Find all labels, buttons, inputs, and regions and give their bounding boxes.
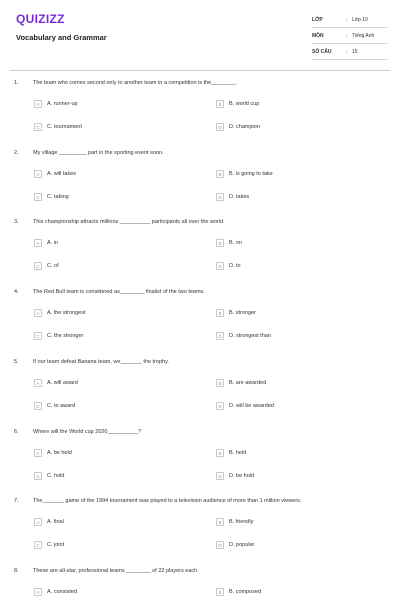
option-text: B. are awarded [229, 380, 267, 386]
option-a[interactable] [34, 100, 78, 108]
option-text: D. champion [229, 124, 260, 130]
option-letter-box: A [34, 100, 42, 108]
option-b[interactable] [216, 309, 256, 317]
option-text: B. friendly [229, 519, 254, 525]
option-letter-box: B [216, 588, 224, 596]
info-label: LỚP [312, 16, 323, 23]
option-text: A. in [47, 240, 59, 246]
option-text: B. composed [229, 589, 262, 595]
option-b[interactable] [216, 449, 246, 457]
question-number: 7. [14, 498, 19, 504]
option-text: C. tournament [47, 124, 82, 130]
option-a[interactable] [34, 170, 76, 178]
option-d[interactable] [216, 262, 241, 270]
info-label: MÔN [312, 32, 324, 39]
option-a[interactable] [34, 449, 72, 457]
option-letter-box: C [34, 262, 42, 270]
option-text: B. world cup [229, 101, 260, 107]
option-letter-box: C [34, 193, 42, 201]
question-text: If our team defeat Banana team, we_______ the trophy. [33, 359, 169, 365]
option-letter-box: A [34, 379, 42, 387]
question-number: 3. [14, 219, 19, 225]
header-divider [10, 70, 390, 71]
option-b[interactable] [216, 588, 261, 596]
option-b[interactable] [216, 379, 266, 387]
option-letter-box: D [216, 123, 224, 131]
worksheet-title: Vocabulary and Grammar [16, 33, 107, 42]
option-b[interactable] [216, 170, 273, 178]
option-letter-box: A [34, 518, 42, 526]
option-letter-box: C [34, 541, 42, 549]
question-number: 6. [14, 429, 19, 435]
info-colon: : [346, 16, 348, 23]
question-number: 5. [14, 359, 19, 365]
option-letter-box: D [216, 472, 224, 480]
option-letter-box: C [34, 402, 42, 410]
option-a[interactable] [34, 379, 78, 387]
question-number: 8. [14, 568, 19, 574]
option-text: D. to [229, 263, 241, 269]
option-letter-box: A [34, 309, 42, 317]
option-text: A. be held [47, 450, 72, 456]
info-row-class [312, 12, 388, 28]
option-letter-box: D [216, 262, 224, 270]
option-text: A. final [47, 519, 64, 525]
question-text: My village _________ part in the sporting event soon. [33, 150, 164, 156]
info-value: Lớp 10 [352, 16, 368, 23]
option-letter-box: B [216, 239, 224, 247]
option-text: D. will be awarded [229, 403, 274, 409]
option-d[interactable] [216, 332, 271, 340]
option-letter-box: B [216, 309, 224, 317]
option-d[interactable] [216, 541, 254, 549]
question-text: The team who comes second only to another team in a competition is the________. [33, 80, 238, 86]
option-text: C. taking [47, 194, 69, 200]
option-letter-box: B [216, 518, 224, 526]
option-a[interactable] [34, 239, 58, 247]
option-letter-box: B [216, 449, 224, 457]
option-letter-box: C [34, 472, 42, 480]
option-text: D. takes [229, 194, 250, 200]
option-a[interactable] [34, 518, 64, 526]
option-c[interactable] [34, 193, 69, 201]
option-letter-box: A [34, 588, 42, 596]
info-value: 15 [352, 48, 358, 55]
option-b[interactable] [216, 100, 259, 108]
option-text: C. of [47, 263, 59, 269]
question-number: 2. [14, 150, 19, 156]
option-a[interactable] [34, 588, 77, 596]
option-d[interactable] [216, 123, 260, 131]
option-text: A. runner-up [47, 101, 78, 107]
option-text: D. strongest than [229, 333, 271, 339]
option-letter-box: D [216, 332, 224, 340]
option-letter-box: D [216, 541, 224, 549]
option-text: B. held [229, 450, 247, 456]
option-letter-box: A [34, 170, 42, 178]
option-c[interactable] [34, 123, 82, 131]
info-row-subject [312, 28, 388, 44]
option-c[interactable] [34, 262, 59, 270]
option-text: A. will takes [47, 171, 77, 177]
option-d[interactable] [216, 402, 274, 410]
question-text: The_______ game of the 1994 tournament was played to a television audience of more than 1 million viewers. [33, 498, 302, 504]
option-b[interactable] [216, 518, 253, 526]
option-text: B. is going to take [229, 171, 273, 177]
option-letter-box: B [216, 100, 224, 108]
option-letter-box: B [216, 379, 224, 387]
option-letter-box: C [34, 123, 42, 131]
question-number: 1. [14, 80, 19, 86]
option-text: D. popular [229, 542, 255, 548]
info-row-count [312, 44, 388, 60]
option-c[interactable] [34, 332, 83, 340]
option-text: C. to award [47, 403, 76, 409]
info-value: Tiếng Anh [352, 32, 375, 39]
option-text: C. the stronger [47, 333, 84, 339]
question-text: These are all-star, professional teams ________ of 22 players each. [33, 568, 199, 574]
info-colon: : [346, 32, 348, 39]
option-c[interactable] [34, 472, 64, 480]
option-b[interactable] [216, 239, 242, 247]
option-text: D. be hold [229, 473, 255, 479]
info-label: SỐ CÂU [312, 48, 332, 55]
info-table [312, 12, 388, 60]
option-text: B. on [229, 240, 242, 246]
question-text: The Red Bull team is considered as________ finalist of the two teams. [33, 289, 205, 295]
info-colon: : [346, 48, 348, 55]
option-letter-box: C [34, 332, 42, 340]
option-c[interactable] [34, 402, 75, 410]
question-number: 4. [14, 289, 19, 295]
option-text: B. stronger [229, 310, 256, 316]
option-letter-box: D [216, 402, 224, 410]
option-text: C. hold [47, 473, 65, 479]
question-text: Where will the World cup 2020__________? [33, 429, 142, 435]
option-d[interactable] [216, 472, 254, 480]
option-letter-box: A [34, 449, 42, 457]
option-letter-box: D [216, 193, 224, 201]
option-letter-box: B [216, 170, 224, 178]
option-a[interactable] [34, 309, 86, 317]
option-d[interactable] [216, 193, 249, 201]
option-letter-box: A [34, 239, 42, 247]
option-text: A. the strongest [47, 310, 86, 316]
question-text: This championship attracts millions __________ participants all over the world. [33, 219, 225, 225]
quizizz-logo: QUIZIZZ [16, 12, 65, 26]
option-c[interactable] [34, 541, 64, 549]
option-text: C. joint [47, 542, 65, 548]
option-text: A. will award [47, 380, 78, 386]
option-text: A. consisted [47, 589, 77, 595]
